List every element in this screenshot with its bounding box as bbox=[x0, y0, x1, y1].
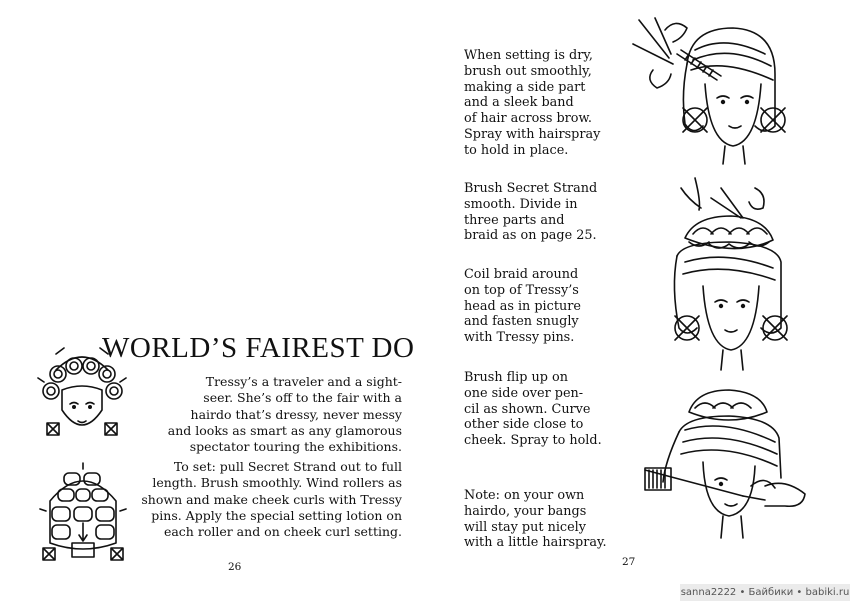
braid-coil-head-illustration bbox=[625, 178, 815, 378]
step-line: three parts and bbox=[464, 212, 565, 228]
step-line: braid as on page 25. bbox=[464, 228, 597, 244]
step-line: will stay put nicely bbox=[464, 519, 586, 535]
step-line: Coil braid around bbox=[464, 267, 579, 282]
step-line: brush out smoothly, bbox=[464, 63, 592, 79]
step-line: Brush flip up on bbox=[464, 370, 568, 385]
step-line: Spray with hairspray bbox=[464, 126, 601, 142]
setting-line: special setting lotion on each bbox=[163, 507, 402, 540]
setting-instructions bbox=[140, 459, 402, 540]
page-number-left: 26 bbox=[228, 561, 242, 573]
right-page bbox=[425, 0, 850, 601]
step-line: head as in picture bbox=[464, 298, 581, 314]
brushing-head-illustration bbox=[625, 14, 815, 172]
step-line: of hair across brow. bbox=[464, 111, 592, 127]
step-line: with Tressy pins. bbox=[464, 330, 575, 346]
intro-paragraph bbox=[140, 374, 402, 455]
setting-line: To set: pull Secret Strand out to bbox=[173, 459, 378, 474]
step-line: one side over pen- bbox=[464, 385, 584, 401]
setting-line: roller and on cheek curl setting. bbox=[197, 524, 402, 540]
pencil-flip-head-illustration bbox=[625, 382, 815, 548]
intro-line: and looks as smart as any glamorous bbox=[167, 422, 402, 438]
step-line: hairdo, your bangs bbox=[464, 503, 587, 519]
step-line: and fasten snugly bbox=[464, 314, 579, 330]
step-line: other side close to bbox=[464, 417, 584, 433]
setting-line: curls with Tressy pins. Apply the bbox=[151, 491, 402, 523]
setting-line: full length. Brush smoothly. Wind bbox=[152, 459, 402, 491]
back-of-head-rollers-illustration bbox=[36, 463, 130, 571]
step-line: smooth. Divide in bbox=[464, 196, 578, 212]
step-line: to hold in place. bbox=[464, 142, 569, 158]
page-title: WORLD’S FAIREST DO bbox=[102, 332, 415, 364]
step-line: cil as shown. Curve bbox=[464, 401, 591, 417]
step-line: with a little hairspray. bbox=[464, 535, 607, 551]
page-number-right: 27 bbox=[622, 556, 636, 568]
watermark: sanna2222 • Байбики • babiki.ru bbox=[680, 584, 850, 601]
intro-line: seer. She’s off to the fair with a bbox=[203, 390, 402, 406]
intro-line: Tressy’s a traveler and a sight- bbox=[205, 374, 402, 389]
step-line: When setting is dry, bbox=[464, 48, 593, 63]
step-line: on top of Tressy’s bbox=[464, 282, 579, 298]
setting-line: rollers as shown and make cheek bbox=[141, 475, 402, 507]
step-line: and a sleek band bbox=[464, 95, 574, 111]
step-line: cheek. Spray to hold. bbox=[464, 433, 602, 449]
step-line: Note: on your own bbox=[464, 488, 585, 503]
step-line: making a side part bbox=[464, 79, 586, 95]
intro-line: hairdo that’s dressy, never messy bbox=[190, 406, 402, 422]
step-line: Brush Secret Strand bbox=[464, 181, 598, 196]
intro-line: spectator touring the exhibitions. bbox=[189, 439, 402, 455]
